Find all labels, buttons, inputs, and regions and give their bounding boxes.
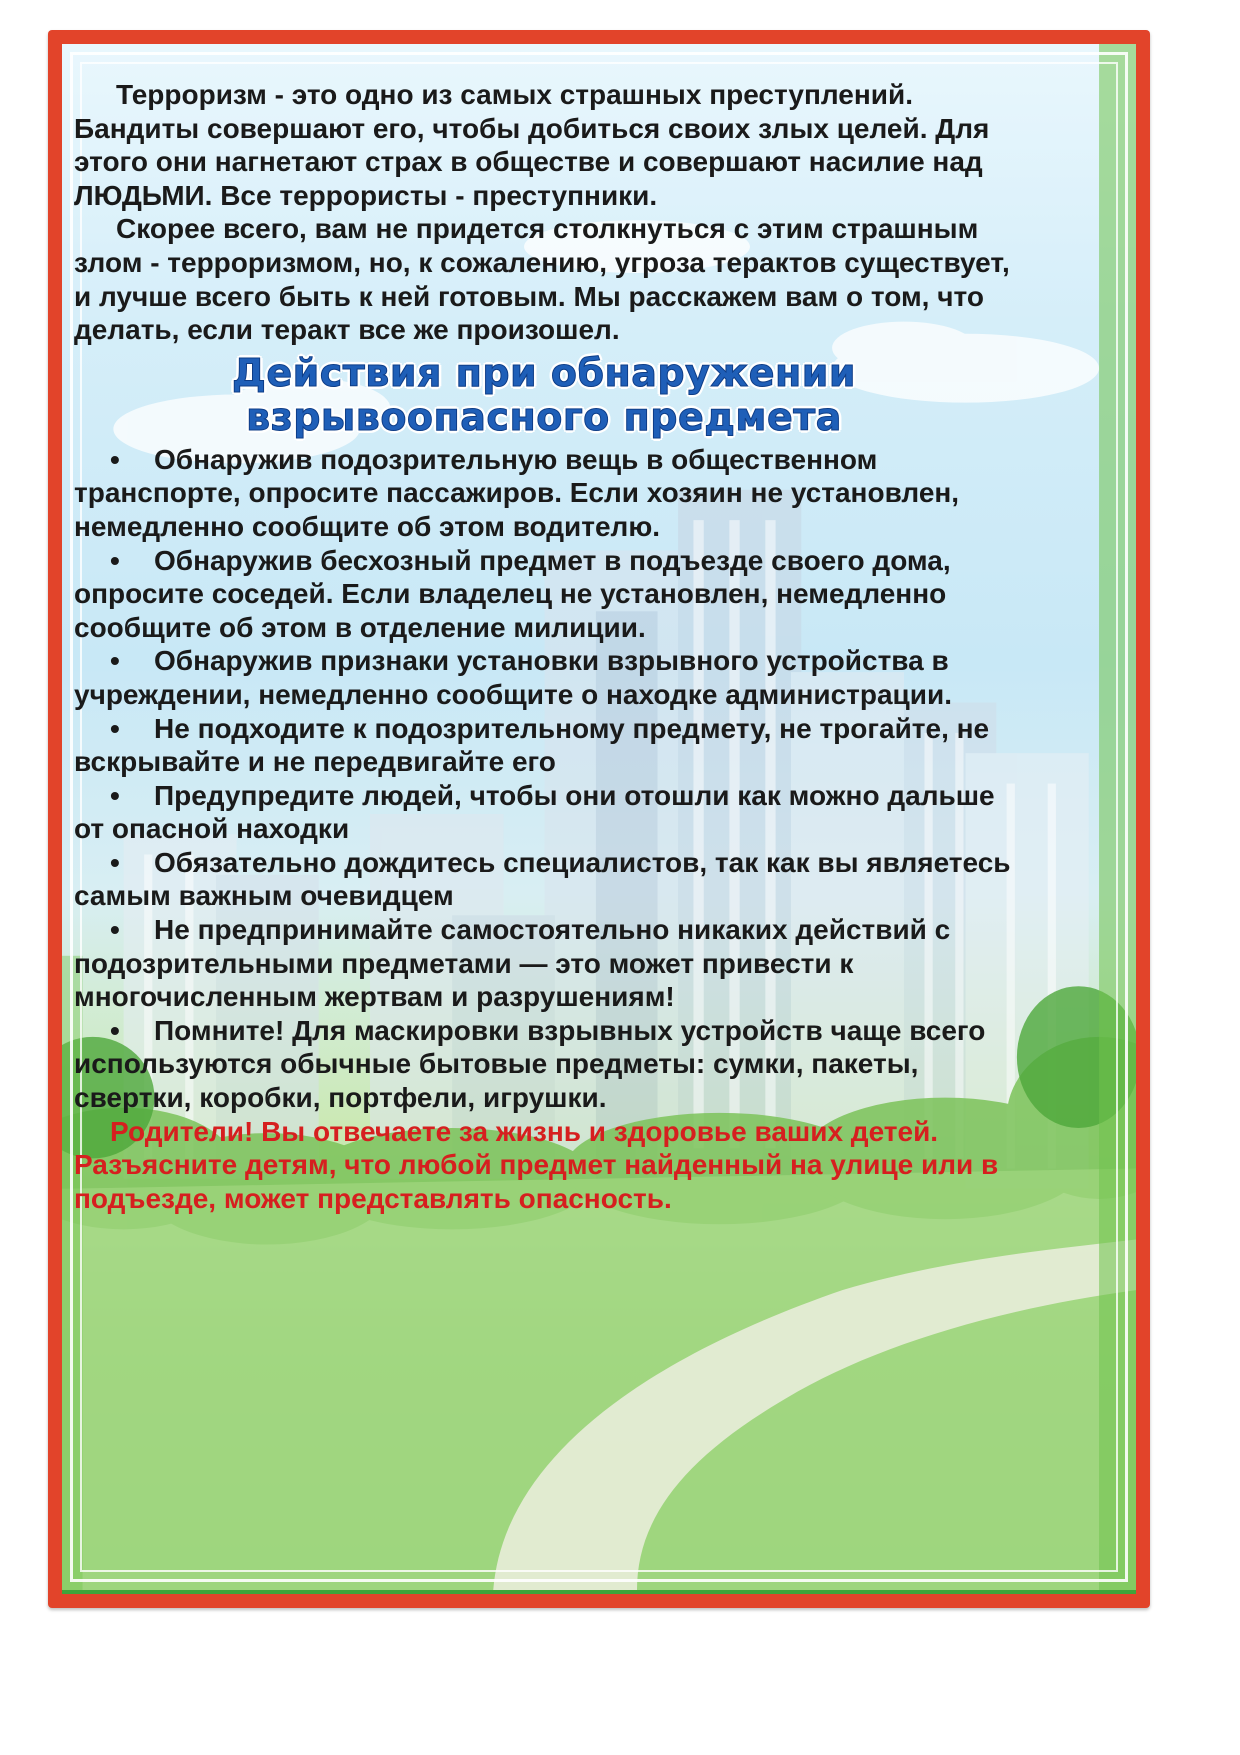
bullet-icon: • xyxy=(110,443,120,475)
bullet-icon: • xyxy=(110,846,120,878)
list-item: • Предупредите людей, чтобы они отошли как можно дальше от опасной находки xyxy=(74,779,995,845)
list-item: • Обнаружив подозрительную вещь в общественном транспорте, опросите пассажиров. Если хозяин не установлен, немедленно сообщите об этом водителю. xyxy=(74,443,960,542)
bullet-icon: • xyxy=(110,712,120,744)
list-item: • Обнаружив признаки установки взрывного устройства в учреждении, немедленно сообщите о находке администрации. xyxy=(74,645,952,710)
intro-paragraph-2: Скорее всего, вам не придется столкнуться с этим страшным злом - терроризмом, но, к сожалению, угроза терактов существует, и лучше всего быть к ней готовым. Мы расскажем вам о том, что делать, если теракт все же произошел. xyxy=(74,213,1010,346)
heading-line-2: взрывоопасного предмета xyxy=(246,394,842,439)
bullet-icon: • xyxy=(110,544,120,576)
safety-rules-list xyxy=(74,443,1014,1115)
section-heading xyxy=(74,351,1014,439)
bullet-icon: • xyxy=(110,1014,120,1046)
list-item: • Помните! Для маскировки взрывных устройств чаще всего используются обычные бытовые предметы: сумки, пакеты, свертки, коробки, портфели, игрушки. xyxy=(74,1014,986,1114)
list-item: • Обнаружив бесхозный предмет в подъезде своего дома, опросите соседей. Если владелец не установлен, немедленно сообщите об этом в отделение милиции. xyxy=(74,544,951,643)
list-item: • Не подходите к подозрительному предмету, не трогайте, не вскрывайте и не передвигайте его xyxy=(74,712,990,778)
intro-paragraph-1: Терроризм - это одно из самых страшных преступлений. Бандиты совершают его, чтобы добиться своих злых целей. Для этого они нагнетают страх в обществе и совершают насилие над ЛЮДЬМИ. Все террористы - преступники. xyxy=(74,79,990,211)
bullet-icon: • xyxy=(110,645,120,677)
poster-text xyxy=(74,78,1014,1215)
parents-warning: Родители! Вы отвечаете за жизнь и здоровье ваших детей. Разъясните детям, что любой предмет найденный на улице или в подъезде, может представлять опасность. xyxy=(74,1115,999,1214)
bullet-icon: • xyxy=(110,914,120,946)
heading-line-1: Действия при обнаружении xyxy=(231,350,856,395)
bullet-icon: • xyxy=(110,779,120,811)
list-item: • Не предпринимайте самостоятельно никаких действий с подозрительными предметами — это может привести к многочисленным жертвам и разрушениям! xyxy=(74,914,951,1013)
list-item: • Обязательно дождитесь специалистов, так как вы являетесь самым важным очевидцем xyxy=(74,846,1011,912)
